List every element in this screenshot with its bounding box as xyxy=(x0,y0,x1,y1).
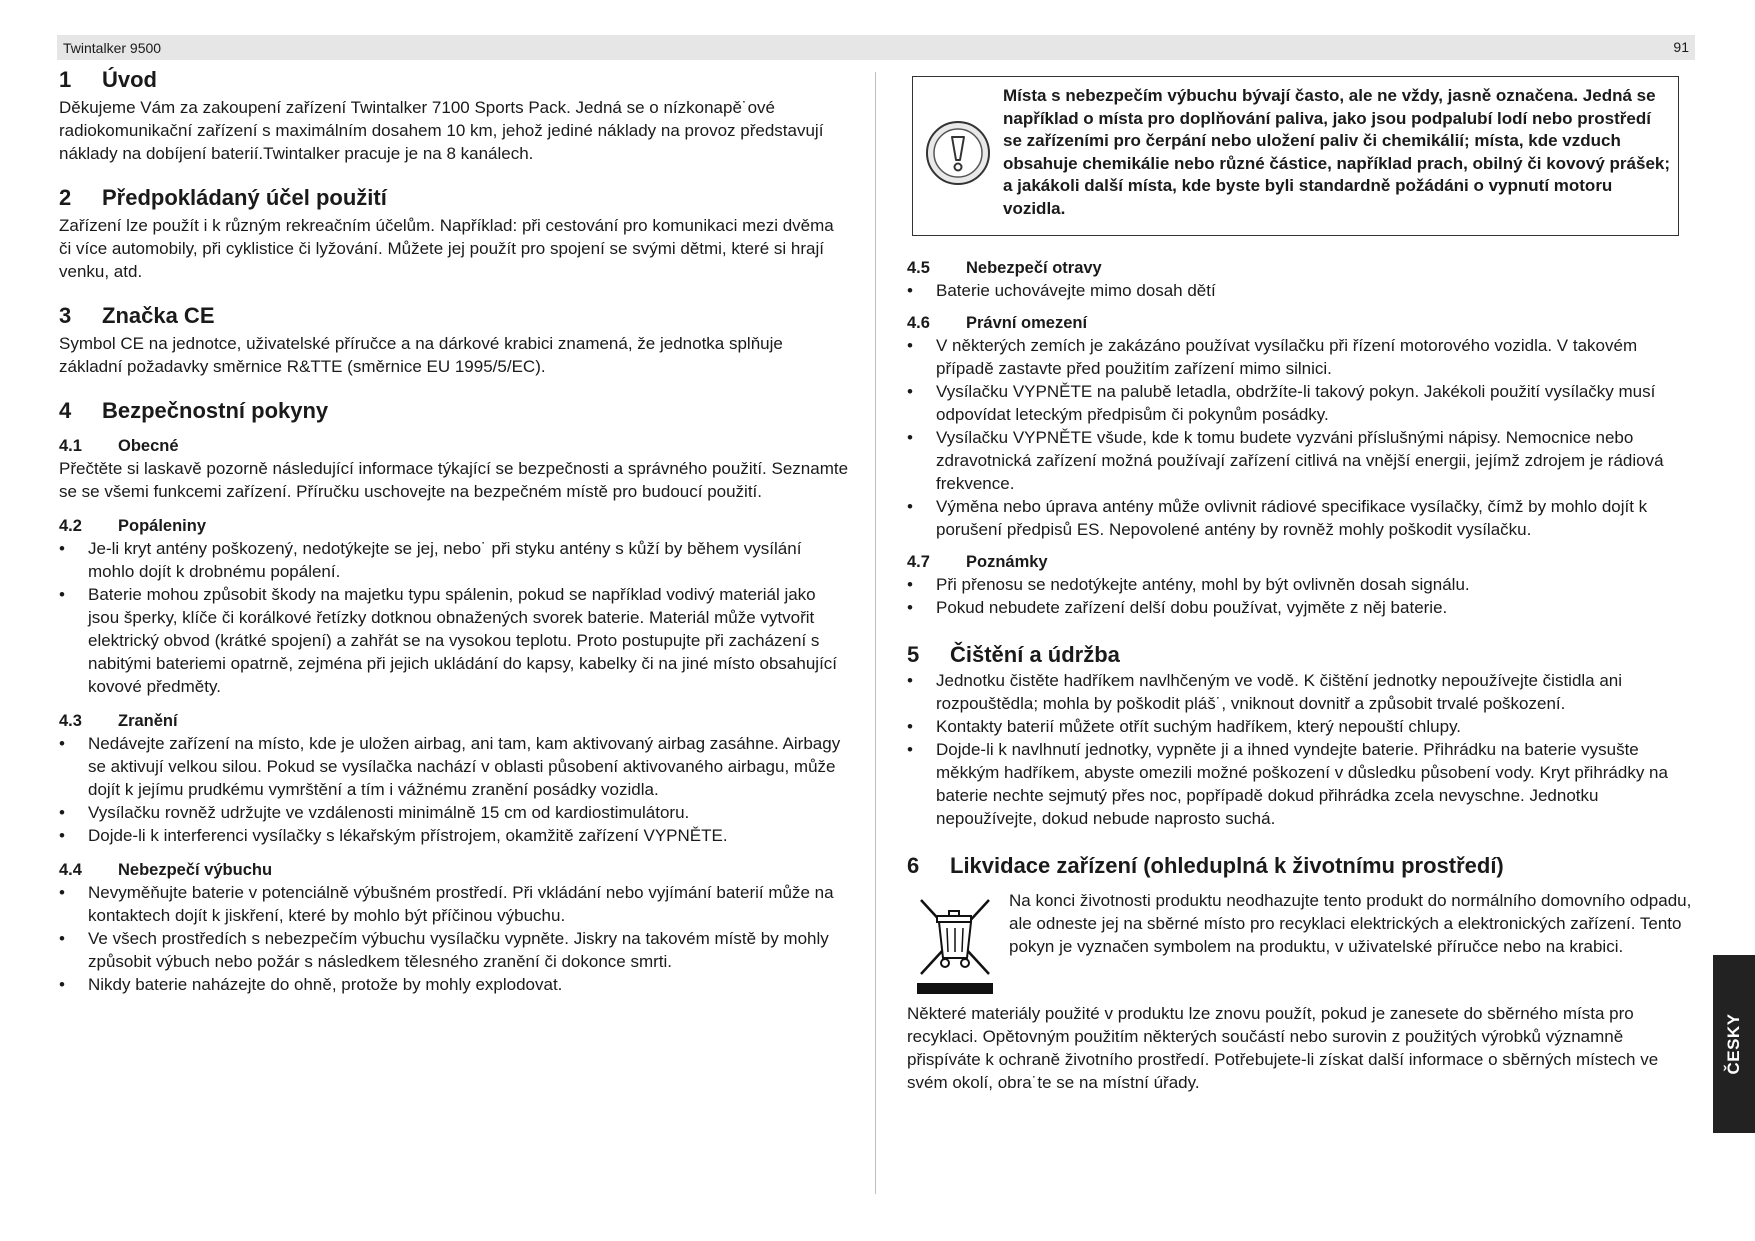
list-item: • Vysílačku VYPNĚTE na palubě letadla, obdržíte-li takový pokyn. Jakékoli použití vysílačky musí odpovídat leteckým předpisům či pokynům posádky. xyxy=(907,380,1693,426)
section-4-5-list xyxy=(907,279,1693,302)
section-3-heading: 3 Značka CE xyxy=(59,303,215,328)
list-item: • Dojde-li k interferenci vysílačky s lékařským přístrojem, okamžitě zařízení VYPNĚTE. xyxy=(59,824,849,847)
list-item: • Ve všech prostředích s nebezpečím výbuchu vysílačku vypněte. Jiskry na takovém místě by mohly způsobit výbuch nebo požár s následkem tělesného zranění či dokonce smrti. xyxy=(59,927,849,973)
language-tab xyxy=(1713,955,1755,1133)
section-6-body: Některé materiály použité v produktu lze znovu použít, pokud je zanesete do sběrného místa pro recyklaci. Opětovným použitím některých součástí nebo surovin z použitých výrobků významně přispíváte k ochraně životního prostředí. Potřebujete-li získat další informace o sběrných místech ve svém okolí, obra˙te se na místní úřady. xyxy=(907,1004,1659,1092)
section-4-heading: 4 Bezpečnostní pokyny xyxy=(59,398,329,423)
section-2-heading: 2 Předpokládaný účel použití xyxy=(59,185,387,210)
page-number: 91 xyxy=(1673,39,1689,55)
section-6-heading: 6 Likvidace zařízení (ohleduplná k životnímu prostředí) xyxy=(907,853,1504,878)
list-item: • Při přenosu se nedotýkejte antény, mohl by být ovlivněn dosah signálu. xyxy=(907,573,1693,596)
list-item: • Vysílačku VYPNĚTE všude, kde k tomu budete vyzváni příslušnými nápisy. Nemocnice nebo zdravotnická zařízení možná používají zařízení citlivá na vnější energii, jejímž zdrojem je rádiová frekvence. xyxy=(907,426,1693,495)
section-4-6-heading: 4.6 Právní omezení xyxy=(907,314,1088,332)
list-item: • Dojde-li k navlhnutí jednotky, vypněte ji a ihned vyndejte baterie. Přihrádku na baterie vysušte měkkým hadříkem, abyste omezili možné poškození v důsledku působení vody. Kryt přihrádky na baterie nechte sejmutý přes noc, popřípadě dokud přihrádka zcela nevyschne. Jednotku nepoužívejte, dokud nebude naprosto suchá. xyxy=(907,738,1693,830)
section-4-1-body: Přečtěte si laskavě pozorně následující informace týkající se bezpečnosti a správného použití. Seznamte se se všemi funkcemi zařízení. Příručku uschovejte na bezpečném místě pro budoucí použití. xyxy=(59,459,849,501)
list-item: • Nedávejte zařízení na místo, kde je uložen airbag, ani tam, kam aktivovaný airbag zasáhne. Airbagy se aktivují velkou silou. Pokud se vysílačka nachází v oblasti působení aktivovaného airbagu, může dojít k jejímu prudkému vymrštění a tím i vážnému zranění posádky vozidla. xyxy=(59,732,849,801)
section-4-4-list xyxy=(59,881,849,996)
page-header xyxy=(57,35,1695,60)
section-6-weee-text: Na konci životnosti produktu neodhazujte tento produkt do normálního domovního odpadu, ale odneste jej na sběrné místo pro recyklaci elektrických a elektronických zařízení. Tento pokyn je vyznačen symbolem na produktu, v uživatelské příručce nebo na krabici. xyxy=(1009,891,1692,956)
section-3-body: Symbol CE na jednotce, uživatelské příručce a na dárkové krabici znamená, že jednotka splňuje základní požadavky směrnice R&TTE (směrnice EU 1995/5/EC). xyxy=(59,334,783,376)
list-item: • Nikdy baterie naházejte do ohně, protože by mohly explodovat. xyxy=(59,973,849,996)
list-item: • Nevyměňujte baterie v potenciálně výbušném prostředí. Při vkládání nebo vyjímání baterií může na kontaktech dojít k jiskření, které by mohlo být příčinou výbuchu. xyxy=(59,881,849,927)
list-item: • Pokud nebudete zařízení delší dobu používat, vyjměte z něj baterie. xyxy=(907,596,1693,619)
section-1-heading: 1 Úvod xyxy=(59,67,157,92)
section-4-7-list xyxy=(907,573,1693,619)
section-4-2-heading: 4.2 Popáleniny xyxy=(59,517,207,535)
section-5-list xyxy=(907,669,1693,830)
section-4-7-heading: 4.7 Poznámky xyxy=(907,553,1048,571)
section-4-3-list xyxy=(59,732,849,847)
section-4-2-list xyxy=(59,537,849,698)
section-4-5-heading: 4.5 Nebezpečí otravy xyxy=(907,259,1102,277)
section-5-heading: 5 Čištění a údržba xyxy=(907,642,1120,667)
section-1-body: Děkujeme Vám za zakoupení zařízení Twintalker 7100 Sports Pack. Jedná se o nízkonapě˙ové radiokomunikační zařízení s maximálním dosahem 10 km, jehož jediné náklady na provoz představují náklady na dobíjení baterií.Twintalker pracuje je na 8 kanálech. xyxy=(59,98,824,163)
crossed-out-wheelie-bin-icon xyxy=(917,896,993,994)
list-item: • Je-li kryt antény poškozený, nedotýkejte se jej, nebo˙ při styku antény s kůží by během vysílání mohlo dojít k drobnému popálení. xyxy=(59,537,849,583)
column-divider xyxy=(875,72,876,1194)
section-4-6-list xyxy=(907,334,1693,541)
section-2-body: Zařízení lze použít i k různým rekreačním účelům. Například: při cestování pro komunikaci mezi dvěma či více automobily, při cyklistice či lyžování. Můžete jej použít pro spojení se svými dětmi, které si hrají venku, atd. xyxy=(59,216,834,281)
list-item: • Výměna nebo úprava antény může ovlivnit rádiové specifikace vysílačky, čímž by mohlo dojít k porušení předpisů ES. Nepovolené antény by rovněž mohly poškodit vysílačku. xyxy=(907,495,1693,541)
header-product-name: Twintalker 9500 xyxy=(63,40,162,56)
section-4-1-heading: 4.1 Obecné xyxy=(59,437,179,455)
section-4-4-heading: 4.4 Nebezpečí výbuchu xyxy=(59,861,273,879)
section-4-3-heading: 4.3 Zranění xyxy=(59,712,178,730)
list-item: • V některých zemích je zakázáno používat vysílačku při řízení motorového vozidla. V takovém případě zastavte před použitím zařízení mimo silnici. xyxy=(907,334,1693,380)
list-item: • Jednotku čistěte hadříkem navlhčeným ve vodě. K čištění jednotky nepoužívejte čistidla ani rozpouštědla; mohla by poškodit pláš˙, vniknout dovnitř a způsobit trvalé poškození. xyxy=(907,669,1693,715)
list-item: • Baterie uchovávejte mimo dosah dětí xyxy=(907,279,1693,302)
list-item: • Kontakty baterií můžete otřít suchým hadříkem, který nepouští chlupy. xyxy=(907,715,1693,738)
warning-text: Místa s nebezpečím výbuchu bývají často, ale ne vždy, jasně označena. Jedná se například o místa pro doplňování paliva, jako jsou podpalubí lodí nebo prostředí se zařízeními pro čerpání nebo uložení paliv či chemikálií; místa, kde vzduch obsahuje chemikálie nebo různé částice, například prach, obilný či kovový prášek; a jakákoli další místa, kde byste byli standardně požádáni o vypnutí motoru vozidla. xyxy=(1003,86,1671,218)
left-column xyxy=(59,66,849,996)
list-item: • Vysílačku rovněž udržujte ve vzdálenosti minimálně 15 cm od kardiostimulátoru. xyxy=(59,801,849,824)
language-tab-label: ČESKY xyxy=(1724,1013,1743,1075)
list-item: • Baterie mohou způsobit škody na majetku typu spálenin, pokud se například vodivý materiál jako jsou šperky, klíče či korálkové řetízky dotknou obnažených svorek baterie. Materiál může vytvořit elektrický obvod (krátké spojení) a zahřát se na vysokou teplotu. Proto postupujte při zacházení s nabitými bateriemi opatrně, zejména při jejich ukládání do kapsy, kabelky či na jiné místo obsahující kovové předměty. xyxy=(59,583,849,698)
